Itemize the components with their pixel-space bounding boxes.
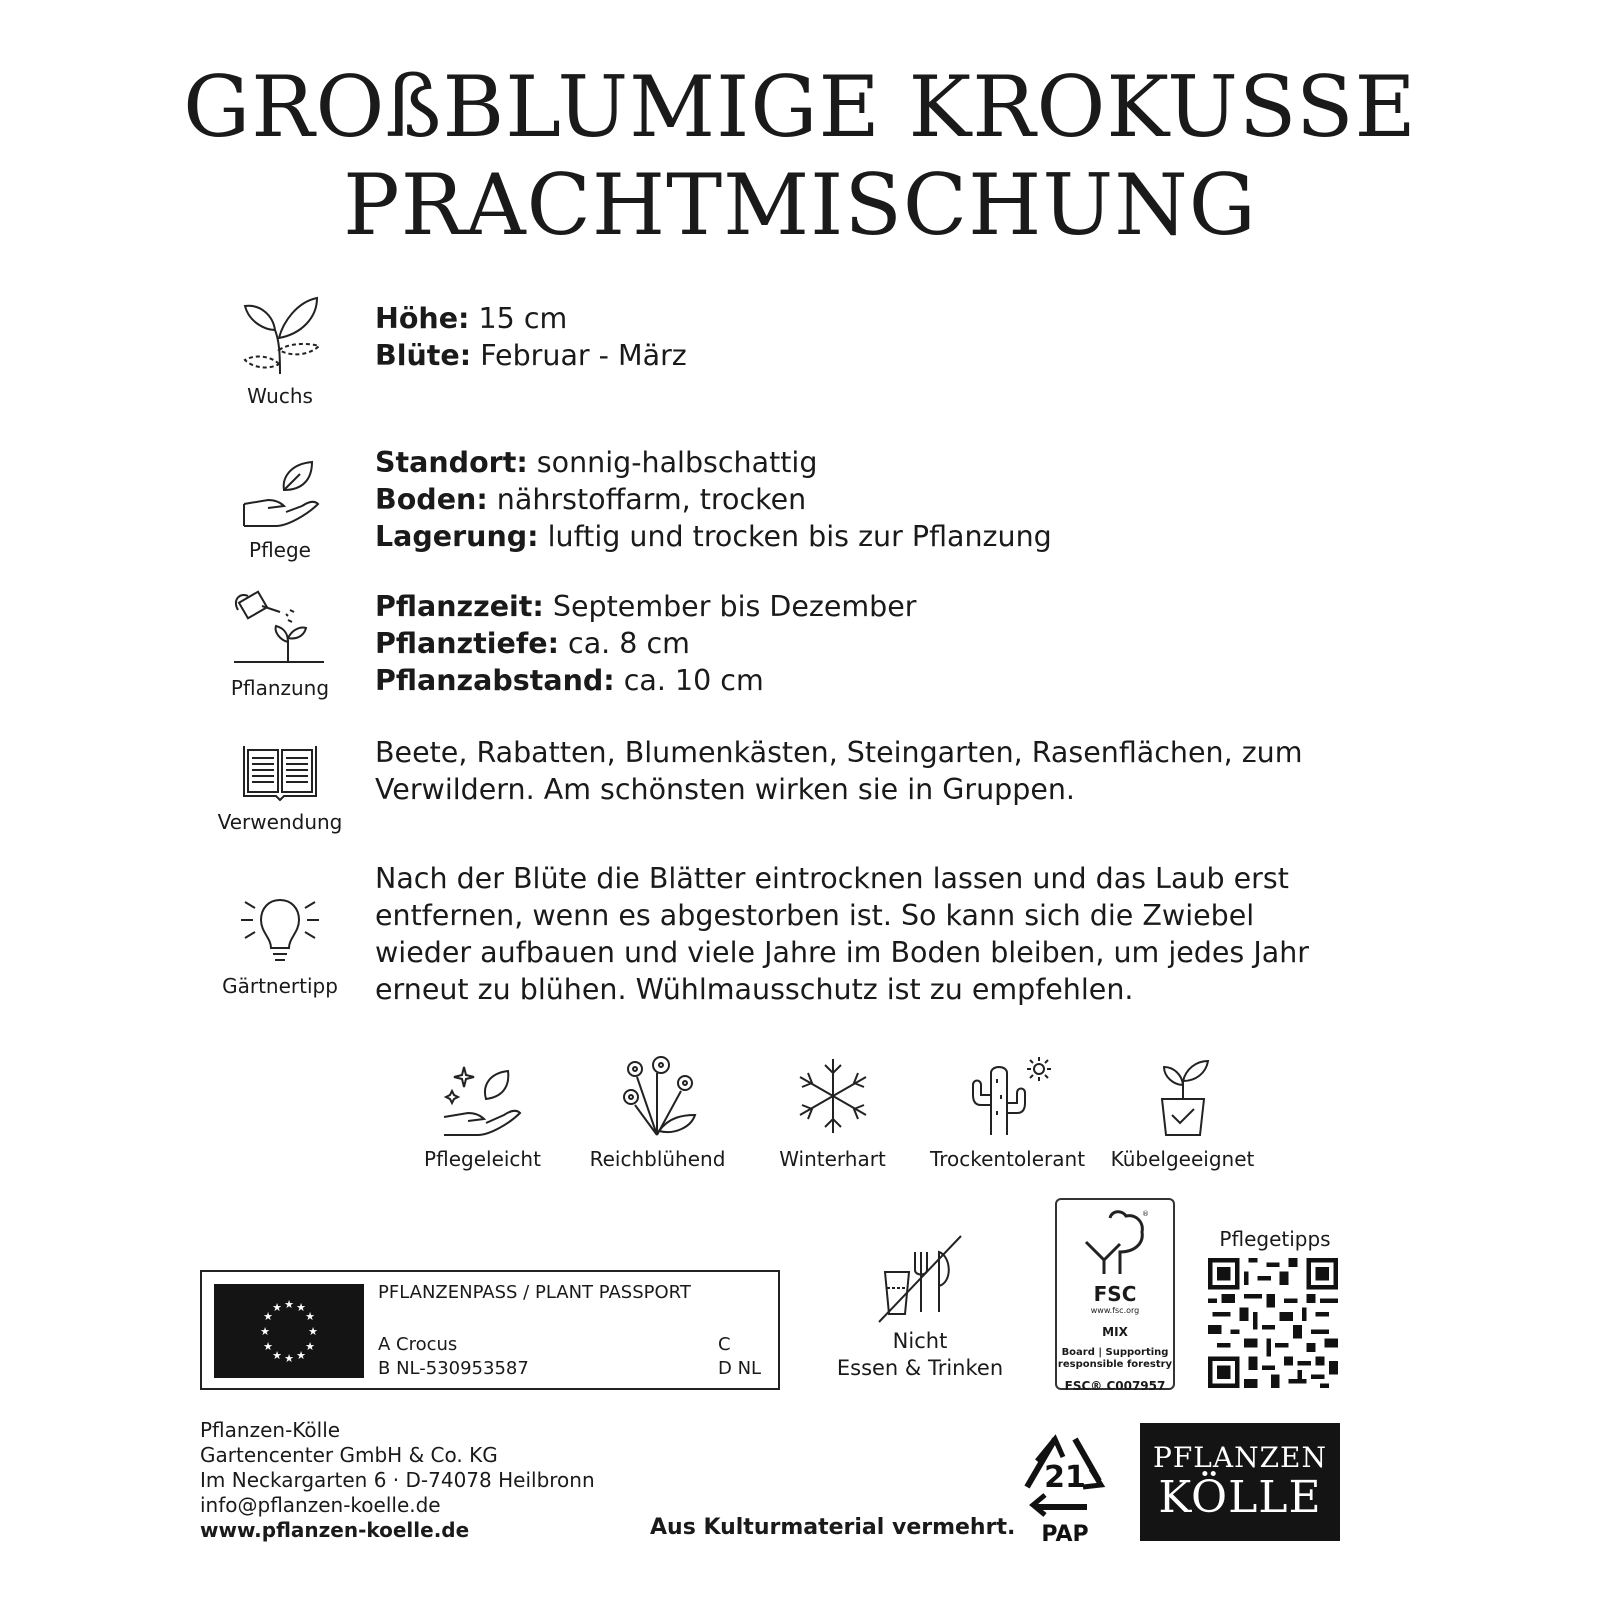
svg-text:★: ★ [263, 1340, 273, 1353]
info-line: Standort: sonnig-halbschattig [375, 446, 818, 479]
recycling-icon [1015, 1425, 1115, 1545]
feature-label: Reichblühend [589, 1147, 726, 1171]
feature-label: Kübelgeeignet [1110, 1147, 1255, 1171]
pflanzen-koelle-logo [1140, 1423, 1340, 1541]
product-title [0, 58, 1600, 254]
logo-line-2: KÖLLE [1158, 1472, 1322, 1523]
svg-text:★: ★ [296, 1301, 306, 1314]
cactus-sun-icon [963, 1055, 1053, 1137]
fsc-desc: Board | Supporting responsible forestry [1057, 1347, 1173, 1370]
flowers-icon [617, 1055, 699, 1137]
svg-text:★: ★ [272, 1349, 282, 1362]
info-line: Verwildern. Am schönsten wirken sie in Gruppen. [375, 773, 1075, 806]
passport-c: C [718, 1334, 731, 1355]
food-warning [830, 1232, 1010, 1382]
warning-line-2: Essen & Trinken [836, 1356, 1004, 1380]
svg-text:★: ★ [284, 1352, 294, 1365]
address-line: Im Neckargarten 6 · D-74078 Heilbronn [200, 1468, 595, 1492]
info-line: Lagerung: luftig und trocken bis zur Pflanzung [375, 520, 1052, 553]
info-line: wieder aufbauen und viele Jahre im Boden bleiben, um jedes Jahr [375, 936, 1309, 969]
svg-text:★: ★ [263, 1310, 273, 1323]
recycling-code: PAP [1041, 1522, 1089, 1545]
watering-can-icon [230, 590, 330, 670]
passport-a: A Crocus [378, 1334, 458, 1355]
feature-reichbluehend [570, 1055, 745, 1171]
info-line: Pflanztiefe: ca. 8 cm [375, 627, 690, 660]
fsc-mix: MIX [1102, 1325, 1128, 1339]
logo-line-1: PFLANZEN [1153, 1441, 1327, 1474]
svg-text:★: ★ [296, 1349, 306, 1362]
fsc-name: FSC [1093, 1282, 1137, 1306]
feature-kuebelgeeignet [1095, 1055, 1270, 1171]
section-label: Pflanzung [230, 676, 330, 700]
info-line: erneut zu blühen. Wühlmausschutz ist zu empfehlen. [375, 973, 1134, 1006]
info-line: Beete, Rabatten, Blumenkästen, Steingarten, Rasenflächen, zum [375, 736, 1303, 769]
info-line: entfernen, wenn es abgestorben ist. So kann sich die Zwiebel [375, 899, 1255, 932]
qr-label: Pflegetipps [1219, 1227, 1331, 1251]
website-link[interactable]: www.pflanzen-koelle.de [200, 1518, 470, 1542]
warning-line-1: Nicht [892, 1329, 948, 1353]
no-eat-drink-icon [865, 1232, 975, 1324]
eu-flag-icon [214, 1284, 364, 1378]
plant-passport [200, 1270, 780, 1390]
potted-plant-icon [1142, 1055, 1224, 1137]
info-line: Pflanzzeit: September bis Dezember [375, 590, 917, 623]
svg-text:★: ★ [305, 1310, 315, 1323]
feature-pflegeleicht [395, 1055, 570, 1171]
info-line: Höhe: 15 cm [375, 302, 568, 335]
info-line: Pflanzabstand: ca. 10 cm [375, 664, 764, 697]
feature-winterhart [745, 1055, 920, 1171]
plant-sprout-icon [235, 292, 325, 378]
address-line: Gartencenter GmbH & Co. KG [200, 1443, 498, 1467]
fsc-tree-icon [1080, 1208, 1150, 1276]
hand-sparkle-icon [442, 1055, 524, 1137]
info-line: Nach der Blüte die Blätter eintrocknen lassen und das Laub erst [375, 862, 1289, 895]
section-label: Wuchs [247, 384, 313, 408]
feature-label: Pflegeleicht [424, 1147, 541, 1171]
email-link[interactable]: info@pflanzen-koelle.de [200, 1493, 441, 1517]
svg-text:★: ★ [305, 1340, 315, 1353]
passport-b: B NL-530953587 [378, 1358, 529, 1379]
company-address [200, 1418, 595, 1543]
fsc-code: FSC® C007957 [1064, 1379, 1166, 1393]
passport-d: D NL [718, 1358, 762, 1379]
title-line-1: GROßBLUMIGE KROKUSSE [183, 58, 1417, 156]
section-label: Pflege [249, 538, 311, 562]
section-label: Verwendung [217, 810, 343, 834]
info-line: Boden: nährstoffarm, trocken [375, 483, 807, 516]
info-line: Blüte: Februar - März [375, 339, 687, 372]
svg-text:★: ★ [272, 1301, 282, 1314]
svg-text:★: ★ [308, 1325, 318, 1338]
recycling-number: 21 [1044, 1460, 1086, 1495]
origin-note: Aus Kulturmaterial vermehrt. [650, 1515, 1016, 1540]
svg-text:★: ★ [284, 1298, 294, 1311]
fsc-label [1055, 1198, 1175, 1393]
light-bulb-icon [235, 892, 325, 968]
svg-text:★: ★ [260, 1325, 270, 1338]
qr-code-icon[interactable] [1208, 1258, 1338, 1388]
feature-label: Trockentolerant [929, 1147, 1086, 1171]
title-line-2: PRACHTMISCHUNG [343, 156, 1257, 254]
passport-title: PFLANZENPASS / PLANT PASSPORT [378, 1282, 691, 1303]
feature-trockentolerant [920, 1055, 1095, 1171]
eu-stars-icon [214, 1284, 364, 1378]
snowflake-icon [792, 1055, 874, 1137]
feature-label: Winterhart [779, 1147, 886, 1171]
feature-row [395, 1055, 1275, 1195]
section-label: Gärtnertipp [222, 974, 338, 998]
hand-leaf-icon [238, 460, 322, 532]
svg-text:®: ® [1142, 1210, 1149, 1218]
open-book-icon [240, 742, 320, 804]
address-line: Pflanzen-Kölle [200, 1418, 341, 1442]
fsc-url: www.fsc.org [1090, 1306, 1140, 1315]
